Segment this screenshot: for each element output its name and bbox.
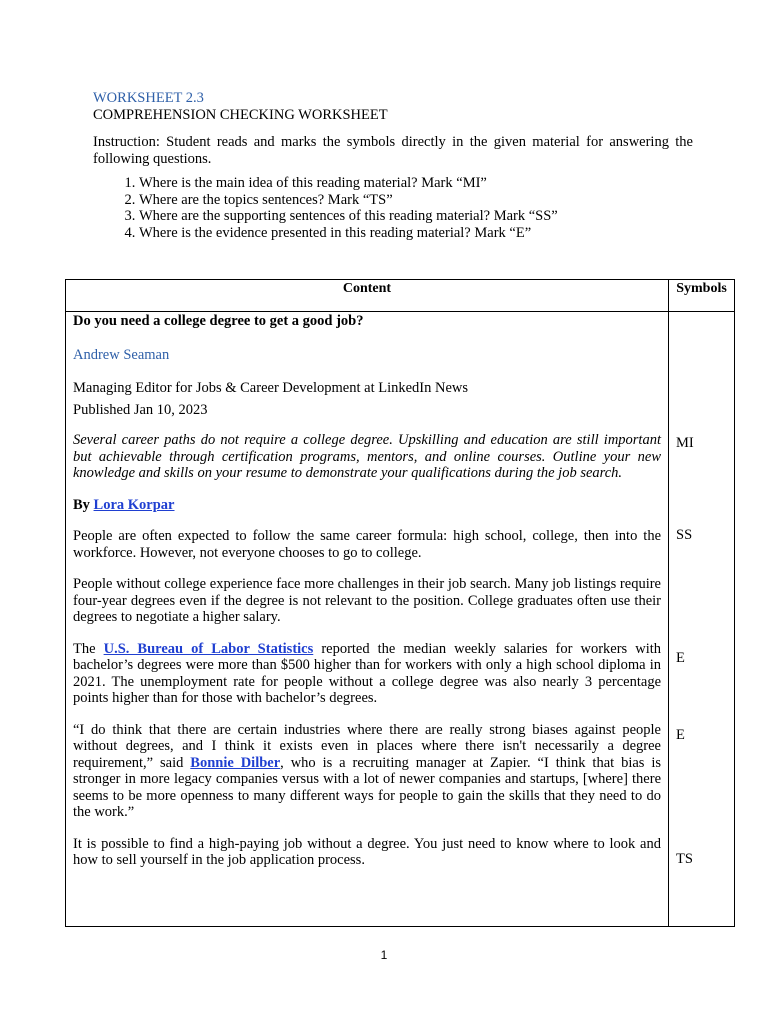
instruction-text: Instruction: Student reads and marks the symbols directly in the given material for answering the following questions.	[93, 134, 693, 167]
question-list	[93, 175, 693, 241]
paragraph-3-body: reported the median weekly salaries for workers with bachelor’s degrees were more than $500 higher than for workers with only a high school diploma in 2021. The unemployment rate for people without a college degree was also nearly 3 percentage points higher than for those with bachelor’s degrees.	[73, 640, 662, 706]
symbol-mark: TS	[676, 851, 693, 867]
content-cell	[66, 312, 669, 927]
article-summary: Several career paths do not require a college degree. Upskilling and education are still important but achievable through certification programs, mentors, and online courses. Outline your new knowledge and skills on your resume to demonstrate your qualifications during the job search.	[73, 432, 661, 481]
question-item: 2. Where are the topics sentences? Mark “TS”	[139, 192, 693, 209]
symbol-mark: MI	[676, 435, 694, 451]
paragraph-3-lead: The	[73, 640, 96, 657]
paragraph-1: People are often expected to follow the same career formula: high school, college, then into the workforce. However, not everyone chooses to go to college.	[73, 528, 661, 561]
table-body-row	[66, 312, 735, 927]
symbols-column-header: Symbols	[669, 280, 735, 312]
paragraph-3	[73, 641, 661, 707]
question-item: 1. Where is the main idea of this reading material? Mark “MI”	[139, 175, 693, 192]
author-role: Managing Editor for Jobs & Career Development at LinkedIn News	[73, 380, 469, 396]
byline-author-link[interactable]: Lora Korpar	[93, 496, 175, 513]
article-author: Andrew Seaman	[73, 346, 170, 363]
paragraph-4	[73, 722, 661, 821]
paragraph-4-body: , who is a recruiting manager at Zapier. “I think that bias is stronger in more legacy companies versus with a lot of newer companies and startups, [where] there seems to be more openness to many different ways for people to gain the skills that they need to do the work.”	[73, 754, 661, 820]
table-header-row	[66, 280, 735, 312]
question-item: 4. Where is the evidence presented in this reading material? Mark “E”	[139, 225, 693, 242]
symbols-cell	[669, 312, 735, 927]
paragraph-5: It is possible to find a high-paying job without a degree. You just need to know where to look and how to sell yourself in the job application process.	[73, 835, 661, 868]
worksheet-subtitle: COMPREHENSION CHECKING WORKSHEET	[93, 107, 388, 123]
bonnie-dilber-link[interactable]: Bonnie Dilber	[190, 754, 281, 771]
question-item: 3. Where are the supporting sentences of this reading material? Mark “SS”	[139, 208, 693, 225]
article-headline: Do you need a college degree to get a good job?	[73, 313, 364, 329]
published-date: Published Jan 10, 2023	[73, 401, 208, 418]
symbol-mark: SS	[676, 527, 693, 543]
worksheet-header	[93, 90, 693, 241]
worksheet-title: WORKSHEET 2.3	[93, 90, 204, 106]
page-number: 1	[380, 948, 388, 962]
content-column-header: Content	[66, 280, 669, 312]
byline-label: By	[73, 496, 90, 513]
paragraph-2: People without college experience face more challenges in their job search. Many job listings require four-year degrees even if the degree is not relevant to the position. College graduates often use their degrees to negotiate a higher salary.	[73, 576, 661, 625]
paragraph-4-lead: “I do think that there are certain industries where there are really strong biases against people without degrees, and I think it exists even in places where there isn't necessarily a degree requirement,” said	[73, 721, 661, 771]
content-table	[65, 279, 735, 927]
byline	[73, 497, 661, 514]
bls-link[interactable]: U.S. Bureau of Labor Statistics	[103, 640, 314, 657]
symbol-mark: E	[676, 727, 685, 743]
symbol-mark: E	[676, 650, 685, 666]
